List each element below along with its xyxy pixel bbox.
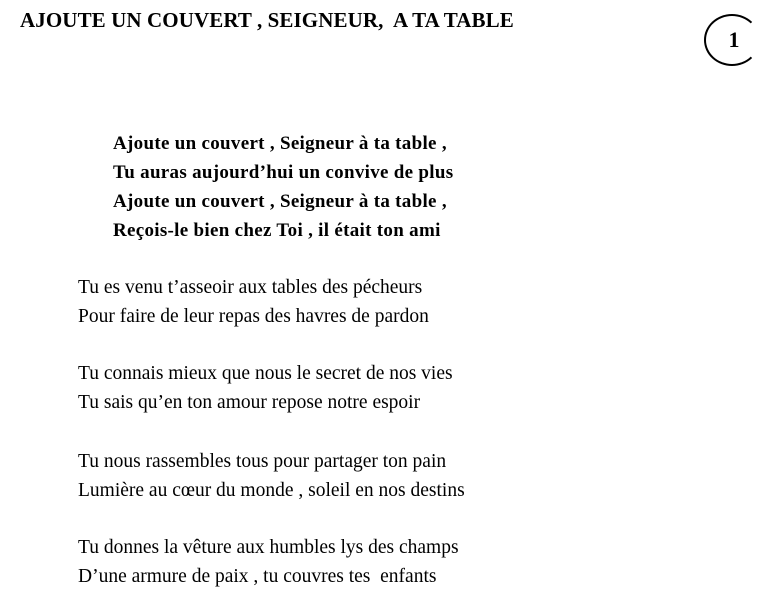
stanza-1 (78, 273, 429, 331)
stanza-line: Lumière au cœur du monde , soleil en nos destins (78, 480, 465, 501)
stanza-4 (78, 533, 459, 591)
stanza-line: Tu donnes la vêture aux humbles lys des champs (78, 537, 459, 558)
refrain-line: Ajoute un couvert , Seigneur à ta table , (113, 191, 447, 212)
refrain (113, 129, 453, 245)
stanza-line: Tu sais qu’en ton amour repose notre espoir (78, 392, 421, 413)
stanza-line: Tu es venu t’asseoir aux tables des pécheurs (78, 277, 423, 298)
page-number-badge (704, 14, 760, 66)
stanza-line: Tu nous rassembles tous pour partager ton pain (78, 451, 447, 472)
refrain-line: Tu auras aujourd’hui un convive de plus (113, 162, 454, 183)
refrain-line: Ajoute un couvert , Seigneur à ta table , (113, 133, 447, 154)
stanza-2 (78, 359, 453, 417)
song-title: AJOUTE UN COUVERT , SEIGNEUR, A TA TABLE (20, 8, 514, 32)
stanza-line: D’une armure de paix , tu couvres tes enfants (78, 566, 437, 587)
page-number: 1 (728, 27, 740, 52)
stanza-line: Tu connais mieux que nous le secret de nos vies (78, 363, 453, 384)
stanza-line: Pour faire de leur repas des havres de pardon (78, 306, 429, 327)
stanza-3 (78, 447, 465, 505)
refrain-line: Reçois-le bien chez Toi , il était ton ami (113, 220, 441, 241)
